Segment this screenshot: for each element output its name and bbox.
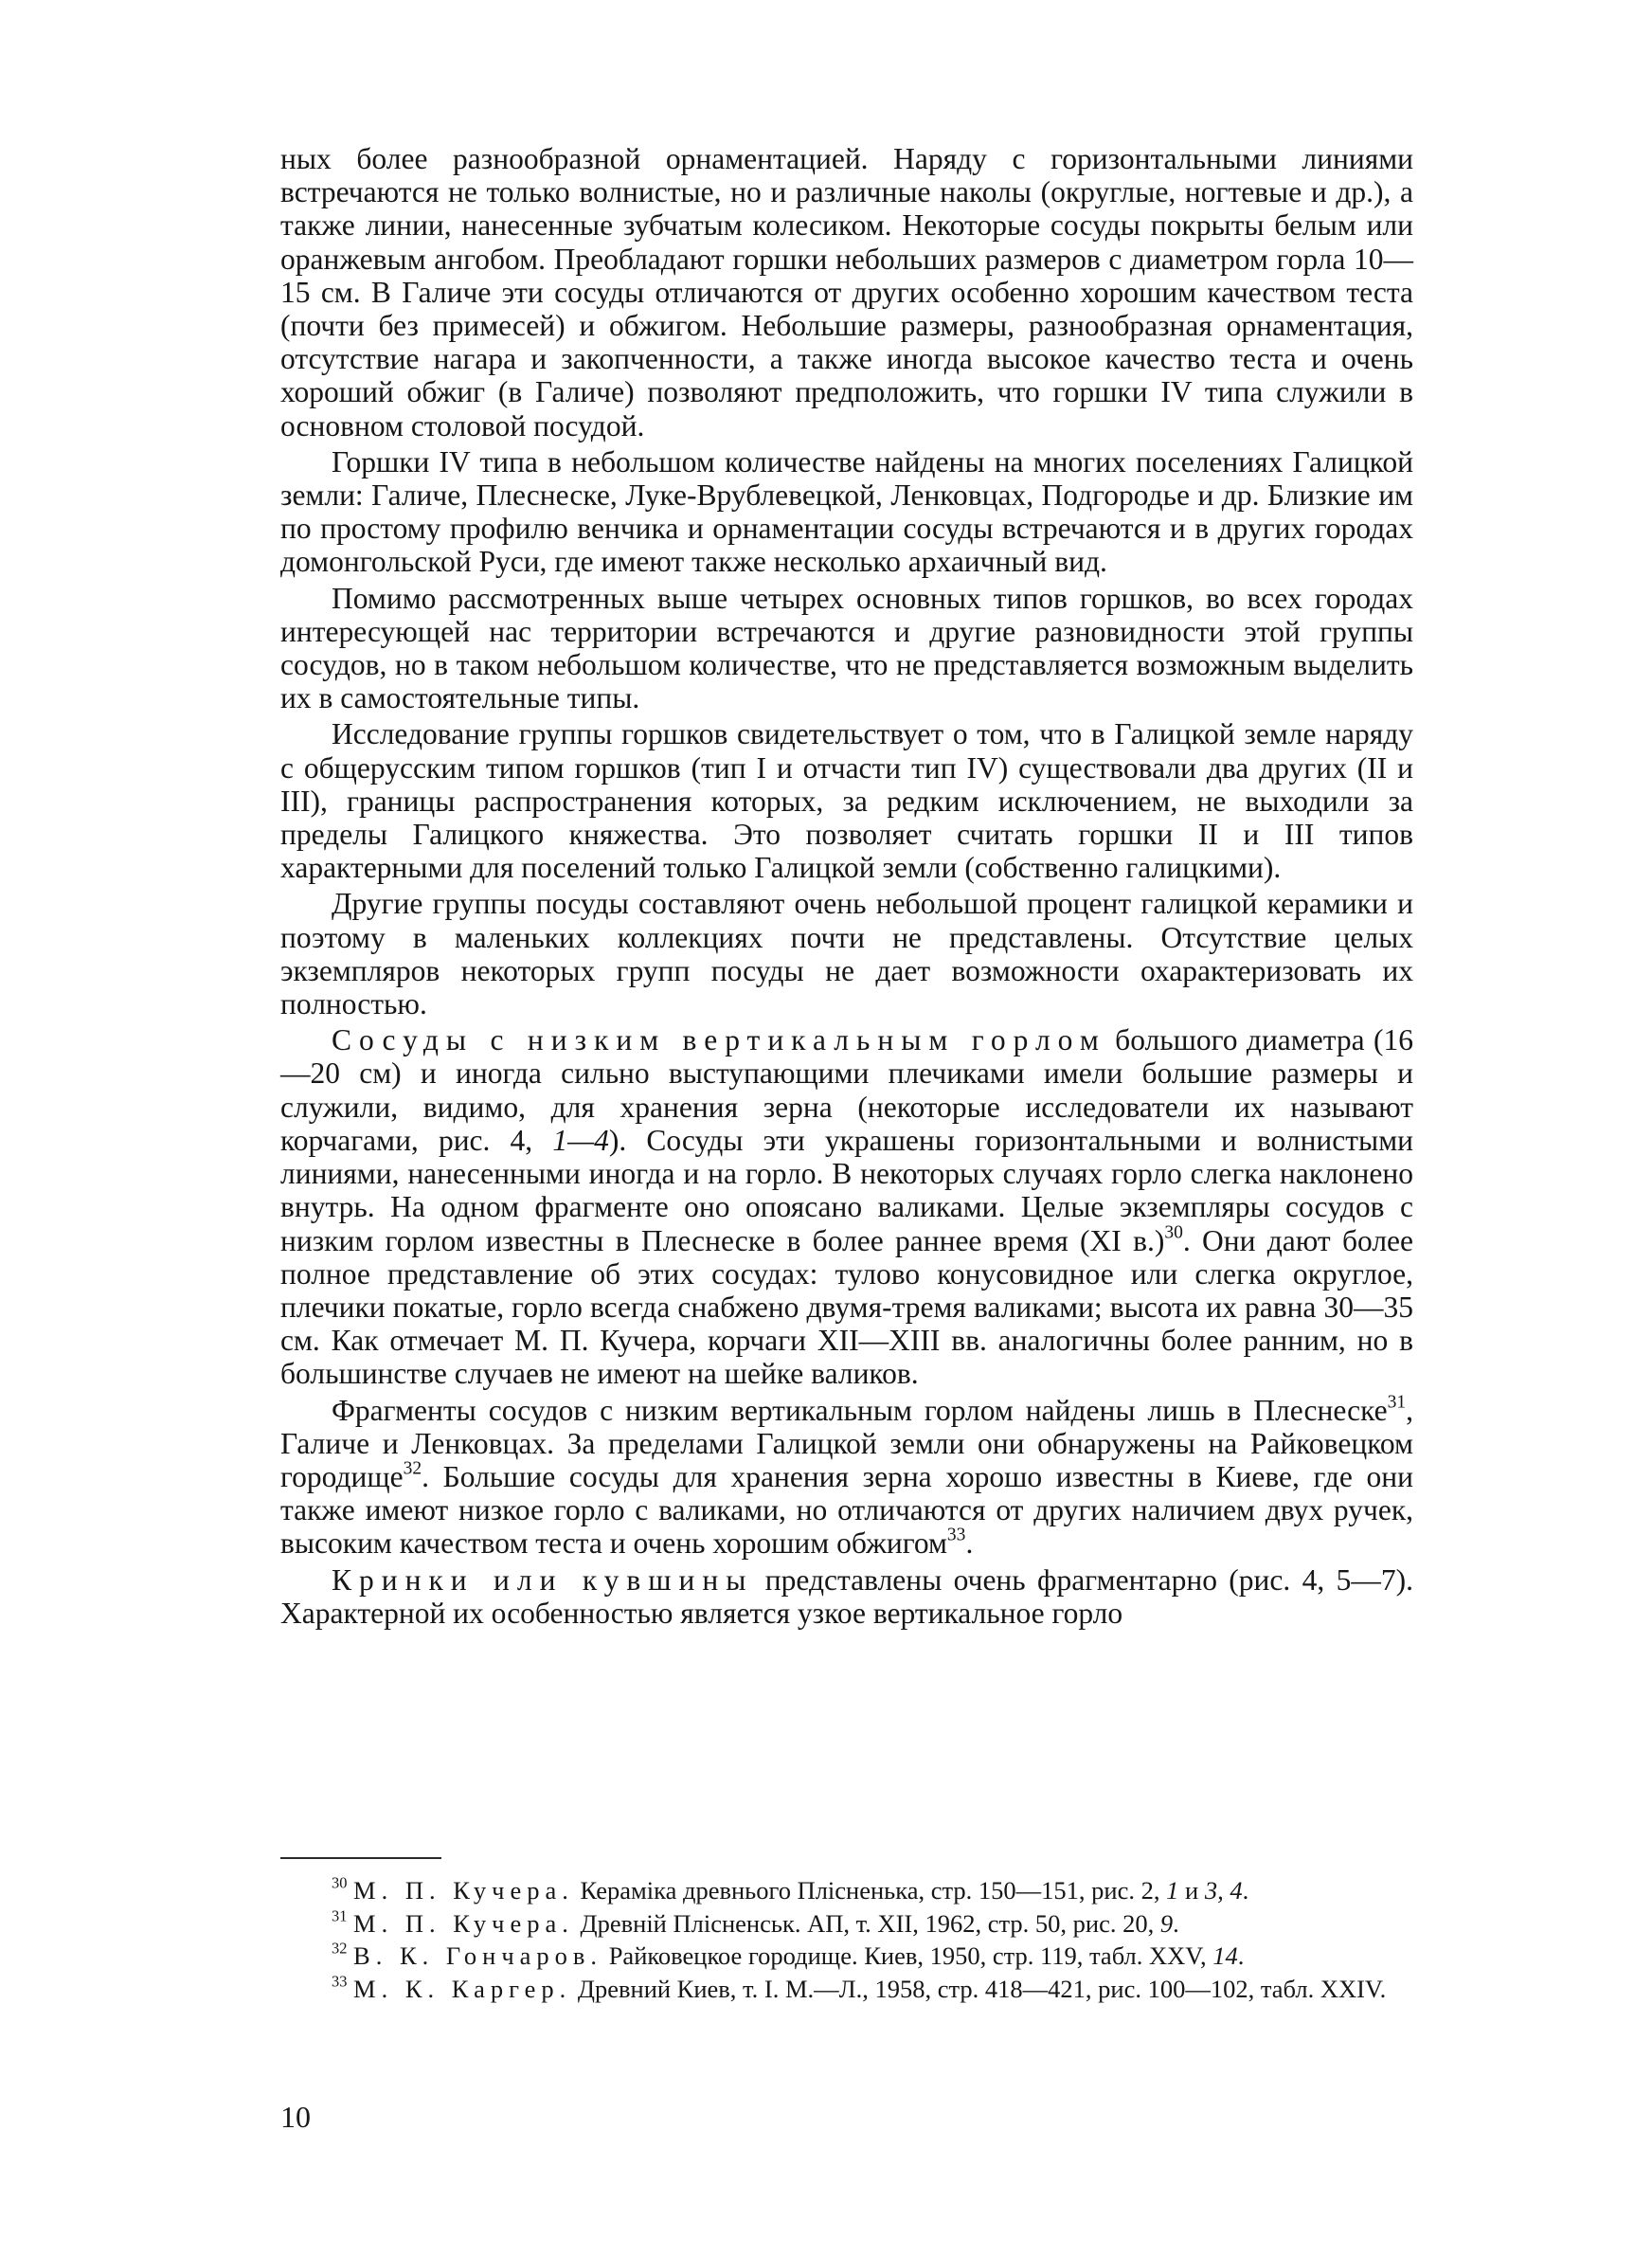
paragraph-6-text-a: большого диаметра (16—20 см) и иногда сильно выступающими плечиками имели большие размеры и служили, видимо, для хранения зерна (некоторые исследователи их называют корчагами, рис. 4,	[280, 1023, 1413, 1157]
paragraph-5: Другие группы посуды составляют очень небольшой процент галицкой керамики и поэтому в маленьких коллекциях почти не представлены. Отсутствие целых экземпляров некоторых групп посуды не дает возможности охарактеризовать их полностью.	[280, 887, 1413, 1021]
footnote-number: 33	[332, 1972, 348, 1990]
footnote-text: .	[1242, 1876, 1249, 1905]
footnote-33	[280, 1972, 1413, 2004]
paragraph-7-text-b: , Галиче и Ленковцах. За пределами Галицкой земли они обнаружены на Райковецком городище	[280, 1393, 1413, 1493]
paragraph-1: ных более разнообразной орнаментацией. Наряду с горизонтальными линиями встречаются не только волнистые, но и различные наколы (округлые, ногтевые и др.), а также линии, нанесенные зубчатым колесиком. Некоторые сосуды покрыты белым или оранжевым ангобом. Преобладают горшки небольших размеров с диаметром горла 10—15 см. В Галиче эти сосуды отличаются от других особенно хорошим качеством теста (почти без примесей) и обжигом. Небольшие размеры, разнообразная орнаментация, отсутствие нагара и закопченности, а также иногда высокое качество теста и очень хороший обжиг (в Галиче) позволяют предположить, что горшки IV типа служили в основном столовой посудой.	[280, 142, 1413, 442]
paragraph-6-text-b: ). Сосуды эти украшены горизонтальными и волнистыми линиями, нанесенными иногда и на горло. В некоторых случаях горло слегка наклонено внутрь. На одном фрагменте оно опоясано валиками. Целые экземпляры сосудов с низким горлом известны в Плеснеске в более раннее время (XI в.)	[280, 1123, 1413, 1257]
footnote-text: Райковецкое городище. Киев, 1950, стр. 119, табл. XXV,	[602, 1941, 1213, 1970]
paragraph-3: Помимо рассмотренных выше четырех основных типов горшков, во всех городах интересующей нас территории встречаются и другие разновидности этой группы сосудов, но в таком небольшом количестве, что не представляется возможным выделить их в самостоятельные типы.	[280, 581, 1413, 715]
footnote-text: Кераміка древнього Плісненька, стр. 150—151, рис. 2,	[573, 1876, 1167, 1905]
section-heading-jugs: Кринки или кувшины	[332, 1562, 754, 1597]
paragraph-8-text-a: представлены очень фрагментарно (рис. 4, 5—7). Характерной их особенностью является узкое вертикальное горло	[280, 1562, 1414, 1630]
footnote-text: и	[1178, 1876, 1205, 1905]
footnote-divider	[280, 1857, 441, 1859]
footnote-author: М. К. Каргер.	[353, 1974, 572, 2003]
footnote-text: .	[1237, 1941, 1245, 1970]
footnote-32	[280, 1941, 1413, 1971]
footnote-figure-ref: 1	[1166, 1876, 1179, 1905]
footnote-figure-ref: 9	[1159, 1908, 1174, 1938]
paragraph-4: Исследование группы горшков свидетельствует о том, что в Галицкой земле наряду с общерусским типом горшков (тип I и отчасти тип IV) существовали два других (II и III), границы распространения которых, за редким исключением, не выходили за пределы Галицкого княжества. Это позволяет считать горшки II и III типов характерными для поселений только Галицкой земли (собственно галицкими).	[280, 717, 1413, 885]
footnote-figure-ref: 14	[1212, 1941, 1238, 1970]
main-text	[280, 142, 1413, 1633]
footnote-marker-33[interactable]: 33	[946, 1525, 966, 1545]
footnote-number: 30	[332, 1873, 348, 1892]
paragraph-6	[280, 1023, 1413, 1390]
footnote-marker-30[interactable]: 30	[1164, 1221, 1183, 1242]
footnote-figure-ref: 3, 4	[1204, 1876, 1243, 1905]
paragraph-7-text-d: .	[965, 1526, 974, 1561]
footnote-number: 32	[332, 1939, 348, 1958]
footnote-number: 31	[332, 1906, 348, 1924]
footnote-marker-31[interactable]: 31	[1387, 1391, 1407, 1412]
page-number: 10	[280, 2100, 311, 2134]
footnote-31	[280, 1906, 1413, 1939]
footnotes	[280, 1873, 1413, 2007]
footnote-author: В. К. Гончаров.	[353, 1941, 603, 1970]
paragraph-7	[280, 1391, 1413, 1561]
paragraph-6-text-c: . Они дают более полное представление об этих сосудах: тулово конусовидное или слегка округлое, плечики покатые, горло всегда снабжено двумя-тремя валиками; высота их равна 30—35 см. Как отмечает М. П. Кучера, корчаги XII—XIII вв. аналогичны более ранним, но в большинстве случаев не имеют на шейке валиков.	[280, 1223, 1413, 1391]
footnote-text: Древний Киев, т. I. М.—Л., 1958, стр. 418—421, рис. 100—102, табл. XXIV.	[571, 1974, 1387, 2003]
footnote-text: .	[1173, 1908, 1179, 1938]
paragraph-8	[280, 1563, 1413, 1630]
section-heading-low-neck-vessels: Сосуды с низким вертикальным горлом	[332, 1023, 1106, 1057]
figure-reference: 1—4	[552, 1123, 609, 1157]
footnote-author: М. П. Кучера.	[353, 1908, 574, 1938]
paragraph-7-text-c: . Большие сосуды для хранения зерна хорошо известны в Киеве, где они также имеют низкое горло с валиками, но отличаются от других наличием двух ручек, высоким качеством теста и очень хорошим обжигом	[280, 1459, 1413, 1561]
footnote-marker-32[interactable]: 32	[403, 1458, 422, 1479]
footnote-text: Древній Плісненськ. АП, т. XII, 1962, стр. 50, рис. 20,	[573, 1908, 1160, 1938]
paragraph-7-text-a: Фрагменты сосудов с низким вертикальным горлом найдены лишь в Плеснеске	[332, 1393, 1388, 1427]
footnote-author: М. П. Кучера.	[353, 1876, 574, 1905]
paragraph-2: Горшки IV типа в небольшом количестве найдены на многих поселениях Галицкой земли: Галиче, Плеснеске, Луке-Врублевецкой, Ленковцах, Подгородье и др. Близкие им по простому профилю венчика и орнаментации сосуды встречаются и в других городах домонгольской Руси, где имеют также несколько архаичный вид.	[280, 444, 1413, 579]
footnote-30	[280, 1873, 1413, 1905]
